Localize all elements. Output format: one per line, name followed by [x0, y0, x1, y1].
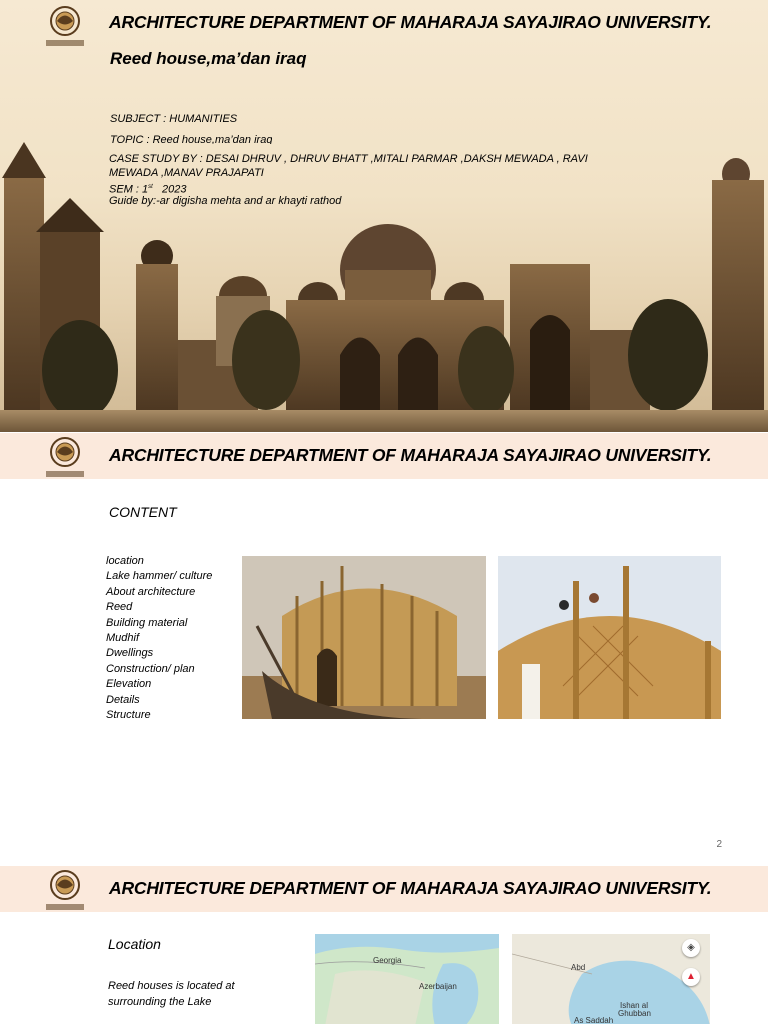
local-map[interactable] — [512, 934, 710, 1024]
location-description: Reed houses is located at surrounding the Lake — [108, 980, 235, 1008]
content-heading: CONTENT — [109, 504, 177, 520]
toc-item: Building material — [106, 616, 188, 629]
location-heading: Location — [108, 936, 161, 952]
compass-icon[interactable]: ▲ — [682, 968, 700, 986]
toc-item: Details — [106, 693, 140, 706]
topic-line: TOPIC : Reed house,ma’dan iraq — [110, 134, 273, 144]
location-slide — [0, 866, 768, 1024]
university-logo — [40, 868, 90, 916]
case-study-line-1: CASE STUDY BY : DESAI DHRUV , DHRUV BHATT ,MITALI PARMAR ,DAKSH MEWADA , RAVI — [109, 153, 588, 165]
toc-item: Construction/ plan — [106, 662, 195, 675]
semester-label: SEM : 1 — [109, 183, 149, 196]
toc-item: Elevation — [106, 678, 152, 691]
toc-item: Reed — [106, 601, 133, 614]
reed-house-photo-boat — [242, 556, 486, 719]
guide-line: Guide by:-ar digisha mehta and ar khayti rathod — [109, 195, 342, 207]
subject-line: SUBJECT : HUMANITIES — [110, 113, 238, 125]
map-label-ghubban: Ghubban — [618, 1009, 651, 1018]
map-label-georgia: Georgia — [373, 956, 402, 965]
university-logo — [40, 4, 90, 52]
department-title: ARCHITECTURE DEPARTMENT OF MAHARAJA SAYAJIRAO UNIVERSITY. — [109, 878, 712, 898]
reed-house-photo-construction — [498, 556, 721, 719]
map-label-abd: Abd — [571, 963, 586, 972]
table-of-contents — [106, 554, 212, 723]
content-slide — [0, 433, 768, 865]
map-label-ishan: Ishan al — [620, 1001, 649, 1010]
title-slide — [0, 0, 768, 432]
regional-map[interactable] — [315, 934, 499, 1024]
toc-item: Structure — [106, 709, 151, 722]
toc-item: Dwellings — [106, 647, 154, 660]
semester-year: 2023 — [161, 183, 187, 196]
layers-icon[interactable]: ◈ — [682, 939, 700, 957]
toc-item: Lake hammer/ culture — [106, 570, 213, 583]
case-study-line-2: MEWADA ,MANAV PRAJAPATI — [109, 167, 264, 179]
toc-item: About architecture — [106, 585, 196, 598]
map-label-saddah: As Saddah — [574, 1016, 614, 1024]
department-title: ARCHITECTURE DEPARTMENT OF MAHARAJA SAYAJIRAO UNIVERSITY. — [109, 12, 712, 32]
semester-suffix: st — [148, 184, 153, 190]
university-logo — [40, 435, 90, 483]
presentation-subtitle: Reed house,ma’dan iraq — [110, 49, 307, 68]
department-title: ARCHITECTURE DEPARTMENT OF MAHARAJA SAYAJIRAO UNIVERSITY. — [109, 445, 712, 465]
page-number: 2 — [716, 839, 722, 850]
toc-item: location — [106, 555, 144, 567]
toc-item: Mudhif — [106, 632, 140, 645]
map-label-azerbaijan: Azerbaijan — [419, 982, 457, 991]
